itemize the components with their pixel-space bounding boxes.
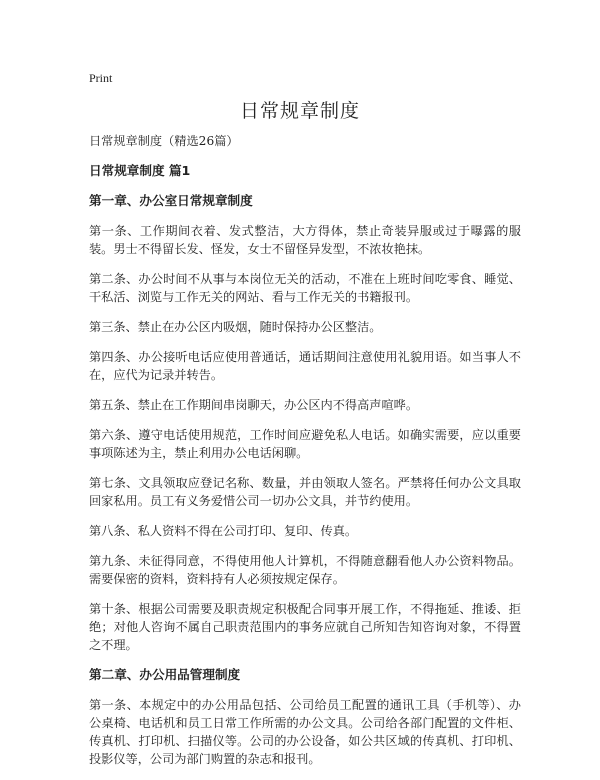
chapter-1-item-4: 第四条、办公接听电话应使用普通话，通话期间注意使用礼貌用语。如当事人不在，应代为记录并转告。 bbox=[89, 350, 521, 382]
chapter-1-item-9: 第九条、未征得同意，不得使用他人计算机，不得随意翻看他人办公资料物品。需要保密的资料，资料持有人必须按规定保存。 bbox=[89, 554, 521, 586]
article-heading: 日常规章制度 篇1 bbox=[89, 163, 191, 178]
document-body bbox=[89, 132, 521, 780]
document-subtitle: 日常规章制度（精选26篇） bbox=[89, 134, 239, 148]
chapter-1-item-6: 第六条、遵守电话使用规范，工作时间应避免私人电话。如确实需要，应以重要事项陈述为主，禁止利用办公电话闲聊。 bbox=[89, 428, 521, 460]
chapter-2-item-1: 第一条、本规定中的办公用品包括、公司给员工配置的通讯工具（手机等）、办公桌椅、电话机和员工日常工作所需的办公文具。公司给各部门配置的文件柜、传真机、打印机、扫描仪等。公司的办公设备，如公共区域的传真机、打印机、投影仪等，公司为部门购置的杂志和报刊。 bbox=[89, 698, 521, 766]
chapter-1-heading: 第一章、办公室日常规章制度 bbox=[89, 193, 253, 208]
chapter-1-item-8: 第八条、私人资料不得在公司打印、复印、传真。 bbox=[89, 524, 358, 538]
chapter-1-item-10: 第十条、根据公司需要及职责规定积极配合同事开展工作，不得拖延、推诿、拒绝；对他人咨询不属自己职责范围内的事务应就自己所知告知咨询对象，不得置之不理。 bbox=[89, 602, 521, 652]
chapter-1-item-1: 第一条、工作期间衣着、发式整洁，大方得体，禁止奇装异服或过于曝露的服装。男士不得留长发、怪发，女士不留怪异发型，不浓妆艳抹。 bbox=[89, 224, 521, 256]
page-title: 日常规章制度 bbox=[239, 100, 360, 122]
chapter-2-heading: 第二章、办公用品管理制度 bbox=[89, 667, 241, 682]
chapter-1-item-2: 第二条、办公时间不从事与本岗位无关的活动，不准在上班时间吃零食、睡觉、干私活、浏览与工作无关的网站、看与工作无关的书籍报刊。 bbox=[89, 272, 521, 304]
chapter-1-item-5: 第五条、禁止在工作期间串岗聊天，办公区内不得高声喧哗。 bbox=[89, 398, 419, 412]
chapter-1-item-3: 第三条、禁止在办公区内吸烟，随时保持办公区整洁。 bbox=[89, 320, 382, 334]
print-link[interactable]: Print bbox=[89, 71, 113, 85]
chapter-1-item-7: 第七条、文具领取应登记名称、数量，并由领取人签名。严禁将任何办公文具取回家私用。员工有义务爱惜公司一切办公文具，并节约使用。 bbox=[89, 476, 521, 508]
